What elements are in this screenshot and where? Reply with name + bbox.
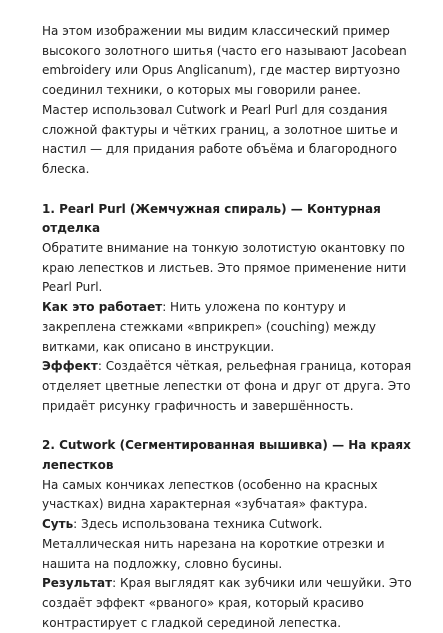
detail-label: Суть bbox=[42, 517, 74, 532]
detail-text: : Здесь использована техника Cutwork. Металлическая нить нарезана на короткие отрезки и нашита на подложку, словно бусины. bbox=[42, 517, 385, 571]
section-detail-essence bbox=[42, 515, 421, 574]
section-detail-effect bbox=[42, 357, 421, 416]
section-cutwork bbox=[42, 436, 421, 633]
detail-text: : Создаётся чёткая, рельефная граница, которая отделяет цветные лепестки от фона и друг от друга. Это придаёт рисунку графичность и завершённость. bbox=[42, 359, 412, 413]
detail-label: Эффект bbox=[42, 359, 98, 374]
section-body: Обратите внимание на тонкую золотистую окантовку по краю лепестков и листьев. Это прямое применение нити Pearl Purl. bbox=[42, 241, 407, 295]
detail-label: Как это работает bbox=[42, 300, 163, 315]
intro-paragraph-2: Мастер использовал Cutwork и Pearl Purl для создания сложной фактуры и чётких границ, а золотное шитье и настил — для придания работе объёма и благородного блеска. bbox=[42, 102, 398, 176]
section-body: На самых кончиках лепестков (особенно на красных участках) видна характерная «зубчатая» фактура. bbox=[42, 477, 378, 512]
detail-label: Результат bbox=[42, 576, 113, 591]
section-detail-result bbox=[42, 574, 421, 633]
section-detail-how-it-works bbox=[42, 298, 421, 357]
section-pearl-purl bbox=[42, 200, 421, 417]
detail-text: : Края выглядят как зубчики или чешуйки. Это создаёт эффект «рваного» края, который красиво контрастирует с гладкой серединой лепестка. bbox=[42, 576, 412, 630]
section-title: 1. Pearl Purl (Жемчужная спираль) — Контурная отделка bbox=[42, 201, 381, 236]
intro bbox=[42, 22, 421, 180]
section-title: 2. Cutwork (Сегментированная вышивка) — На краях лепестков bbox=[42, 438, 411, 473]
detail-text: : Нить уложена по контуру и закреплена стежками «вприкреп» (couching) между витками, как описано в инструкции. bbox=[42, 300, 376, 354]
intro-paragraph-1: На этом изображении мы видим классический пример высокого золотного шитья (часто его называют Jacobean embroidery или Opus Anglicanum), где мастер виртуозно соединил техники, о которых мы говорили ранее. bbox=[42, 24, 407, 98]
